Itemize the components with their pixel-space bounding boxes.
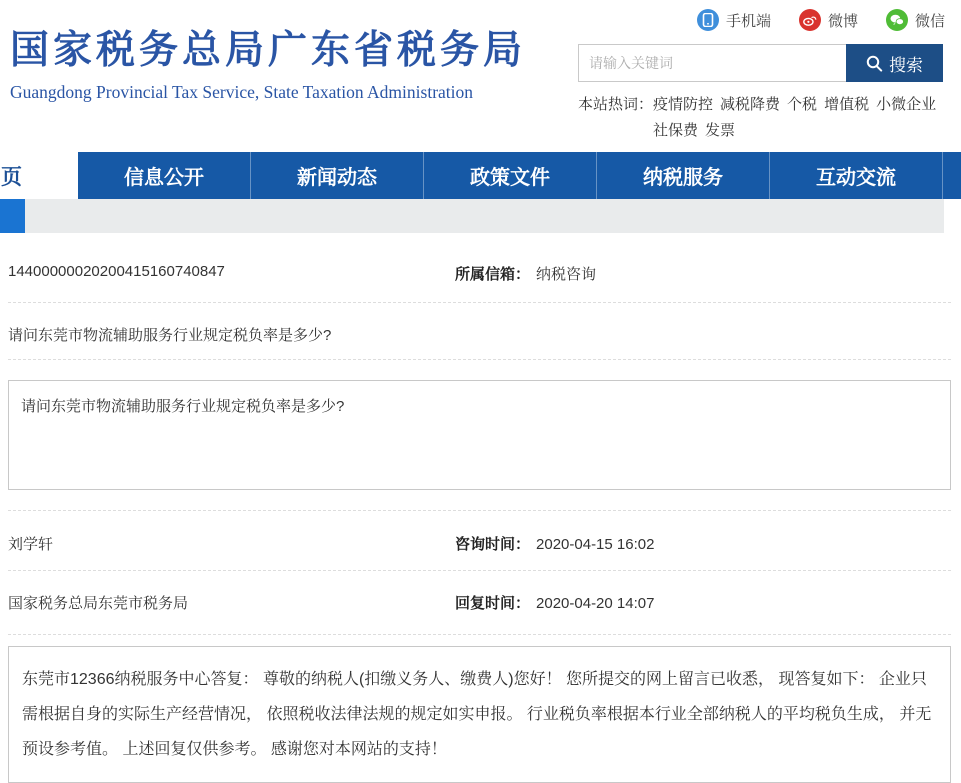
divider: [8, 634, 951, 635]
hot-word-link[interactable]: 小微企业: [876, 96, 937, 113]
hot-word-link[interactable]: 社保费: [653, 122, 699, 139]
hot-words-label: 本站热词：: [578, 96, 654, 113]
asker-row: [8, 511, 951, 570]
mailbox-value: 纳税咨询: [536, 266, 597, 283]
site-title: 国家税务总局广东省税务局: [10, 29, 527, 72]
hot-words-list: [653, 92, 950, 144]
weibo-label: 微博: [827, 12, 858, 30]
search-button[interactable]: [846, 44, 943, 82]
message-detail: [0, 233, 961, 783]
search-area: [578, 44, 943, 82]
nav-bar: [78, 152, 961, 199]
weibo-icon: [799, 9, 821, 31]
mobile-icon: [697, 9, 719, 31]
mobile-site-link[interactable]: [697, 9, 771, 31]
page-header: [0, 0, 961, 152]
main-nav: [0, 152, 961, 199]
search-input[interactable]: [578, 44, 846, 82]
reply-time-label: 回复时间：: [455, 595, 531, 612]
breadcrumb-strip: [0, 199, 961, 233]
nav-item-info-disclosure[interactable]: 信息公开: [78, 152, 251, 199]
question-content-box: [8, 380, 951, 490]
reply-time-field: [455, 592, 654, 613]
mobile-site-label: 手机端: [725, 12, 771, 30]
question-content: 请问东莞市物流辅助服务行业规定税负率是多少?: [21, 398, 345, 415]
reply-time-value: 2020-04-20 14:07: [536, 595, 655, 612]
record-id: 14400000020200415160740847: [8, 263, 225, 280]
replier-row: [8, 571, 951, 634]
nav-item-policy-documents[interactable]: 政策文件: [424, 152, 597, 199]
search-button-label: 搜索: [889, 55, 923, 75]
answer-content: 东莞市12366纳税服务中心答复： 尊敬的纳税人(扣缴义务人、缴费人)您好！ 您所提交的网上留言已收悉， 现答复如下： 企业只需根据自身的实际生产经营情况， 依照税收法律法规的规定如实申报。 行业税负率根据本行业全部纳税人的平均税负生成， 并无预设参考值。 上述回复仅供参考。 感谢您对本网站的支持！: [22, 671, 932, 758]
ask-time-field: [455, 533, 654, 554]
wechat-label: 微信: [914, 12, 945, 30]
nav-item-home-partial[interactable]: 页: [0, 152, 78, 199]
question-title-row: [8, 303, 951, 359]
wechat-icon: [886, 9, 908, 31]
ask-time-value: 2020-04-15 16:02: [536, 536, 655, 553]
asker-name: 刘学轩: [8, 536, 54, 553]
hot-word-link[interactable]: 疫情防控: [653, 96, 714, 113]
replier-name: 国家税务总局东莞市税务局: [8, 595, 189, 612]
search-icon: [866, 55, 883, 72]
divider: [8, 359, 951, 360]
hot-word-link[interactable]: 个税: [787, 96, 818, 113]
mailbox-label: 所属信箱：: [455, 266, 531, 283]
nav-item-tax-services[interactable]: 纳税服务: [597, 152, 770, 199]
hot-word-link[interactable]: 增值税: [824, 96, 870, 113]
ask-time-label: 咨询时间：: [455, 536, 531, 553]
question-title: 请问东莞市物流辅助服务行业规定税负率是多少?: [8, 327, 332, 344]
hot-word-link[interactable]: 减税降费: [720, 96, 781, 113]
nav-item-interaction[interactable]: 互动交流: [770, 152, 943, 199]
weibo-link[interactable]: [799, 9, 858, 31]
answer-content-box: [8, 646, 951, 783]
nav-item-news[interactable]: 新闻动态: [251, 152, 424, 199]
site-subtitle: Guangdong Provincial Tax Service, State Taxation Administration: [10, 81, 474, 102]
wechat-link[interactable]: [886, 9, 945, 31]
mailbox-field: [455, 263, 596, 284]
quick-links: [697, 9, 945, 31]
hot-words: [578, 92, 950, 144]
record-id-row: [8, 233, 951, 302]
site-logo: [10, 28, 526, 103]
strip-accent-square: [0, 199, 25, 233]
hot-word-link[interactable]: 发票: [705, 122, 736, 139]
strip-gray-bar: [25, 199, 944, 233]
